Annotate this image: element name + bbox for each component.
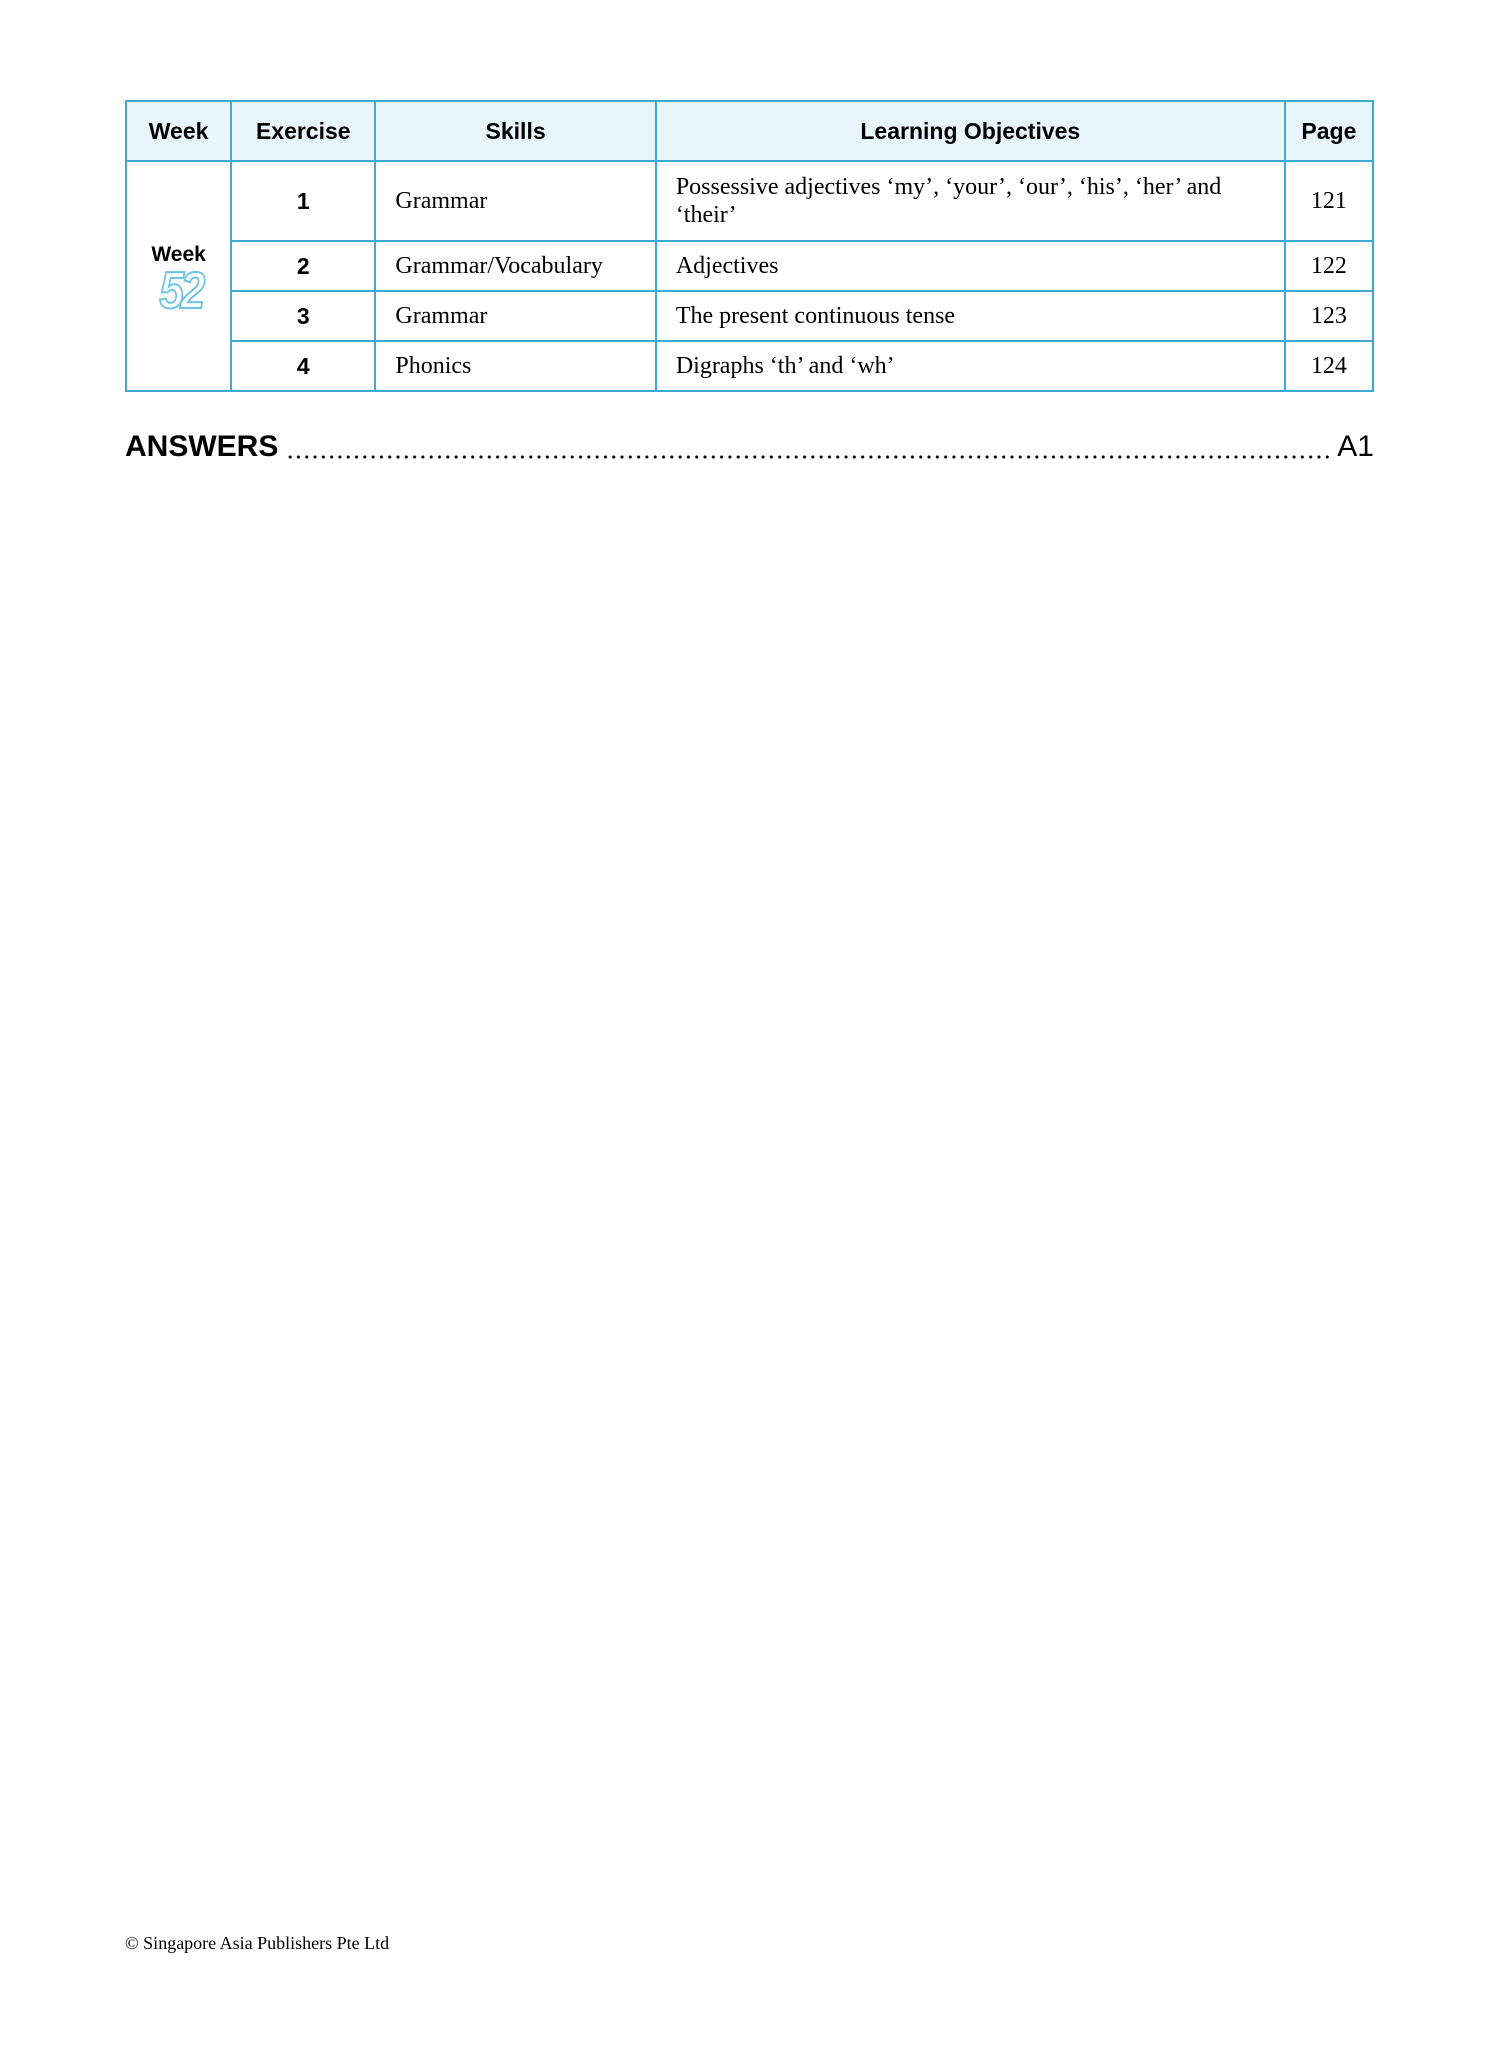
skill-cell: Phonics [375,341,655,391]
copyright-footer: © Singapore Asia Publishers Pte Ltd [125,1933,390,1953]
exercise-number: 1 [231,161,375,241]
week-number-badge: 52 [159,262,202,320]
objective-cell: The present continuous tense [656,291,1285,341]
table-row [126,291,1373,341]
answers-label: ANSWERS [125,430,279,463]
header-skills: Skills [375,101,655,161]
objective-cell: Digraphs ‘th’ and ‘wh’ [656,341,1285,391]
answers-page-number: A1 [1337,430,1374,463]
page-number: 122 [1285,241,1373,291]
table-row [126,241,1373,291]
week-cell [126,161,231,391]
exercise-number: 4 [231,341,375,391]
objective-cell: Adjectives [656,241,1285,291]
dot-leader [286,455,1331,459]
header-week: Week [126,101,231,161]
table-header-row [126,101,1373,161]
objective-cell: Possessive adjectives ‘my’, ‘your’, ‘our’, ‘his’, ‘her’ and ‘their’ [656,161,1285,241]
week-label: Week [151,243,206,266]
exercise-number: 2 [231,241,375,291]
skill-cell: Grammar [375,161,655,241]
contents-table [125,100,1374,392]
header-learning-objectives: Learning Objectives [656,101,1285,161]
exercise-number: 3 [231,291,375,341]
page-number: 124 [1285,341,1373,391]
skill-cell: Grammar [375,291,655,341]
page-number: 123 [1285,291,1373,341]
table-row [126,161,1373,241]
table-row [126,341,1373,391]
header-page: Page [1285,101,1373,161]
page-number: 121 [1285,161,1373,241]
skill-cell: Grammar/Vocabulary [375,241,655,291]
header-exercise: Exercise [231,101,375,161]
answers-toc-entry [125,428,1374,464]
